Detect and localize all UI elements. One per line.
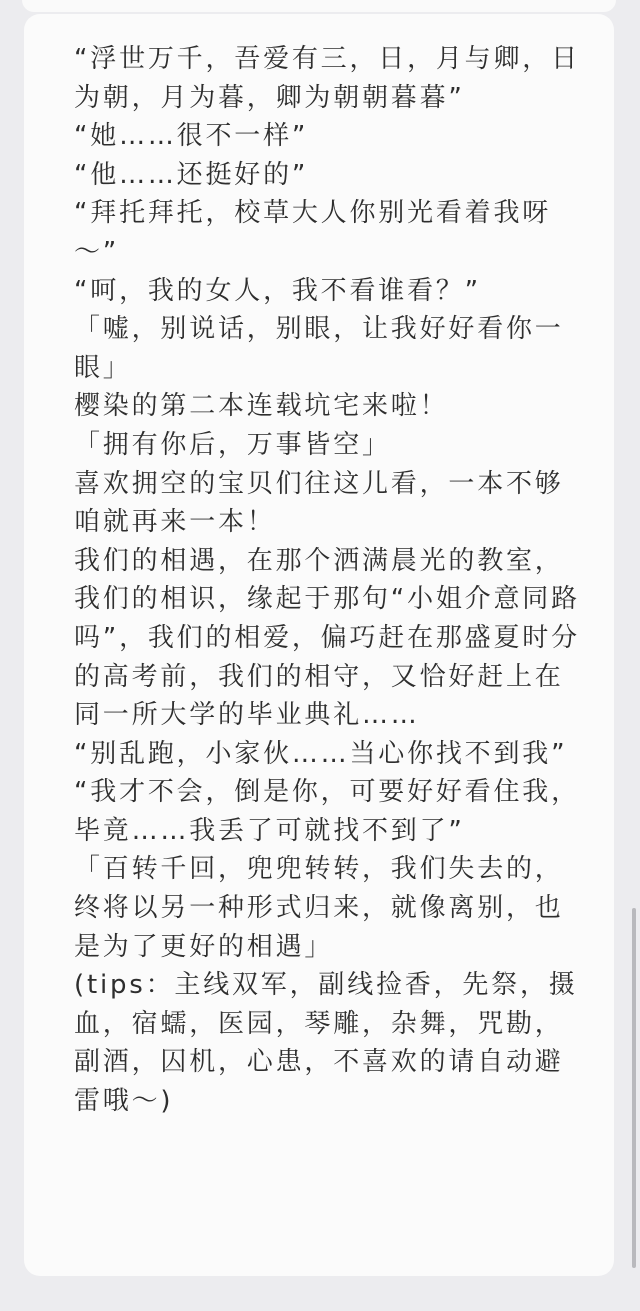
content-card bbox=[24, 14, 614, 1276]
paragraph: 「百转千回，兜兜转转，我们失去的，终将以另一种形式归来，就像离别，也是为了更好的相遇」 bbox=[74, 854, 564, 962]
scrollbar[interactable] bbox=[632, 908, 636, 1268]
paragraph: “他……还挺好的” bbox=[74, 159, 309, 190]
paragraph: (tips：主线双军，副线捡香，先祭，摄血，宿蠕，医园，琴雕，杂舞，咒勘，副酒，囚机，心患，不喜欢的请自动避雷哦～) bbox=[74, 970, 578, 1117]
paragraph: 樱染的第二本连载坑宅来啦！ bbox=[74, 391, 449, 422]
paragraph: 「嘘，别说话，别眼，让我好好看你一眼」 bbox=[74, 314, 564, 383]
paragraph: “呵，我的女人，我不看谁看？” bbox=[74, 275, 481, 306]
paragraph: “她……很不一样” bbox=[74, 121, 309, 152]
paragraph: “拜托拜托，校草大人你别光看着我呀～” bbox=[74, 198, 552, 267]
paragraph: “浮世万千，吾爱有三，日，月与卿，日为朝，月为暮，卿为朝朝暮暮” bbox=[74, 44, 580, 113]
previous-card-edge bbox=[22, 0, 616, 12]
paragraph: “别乱跑，小家伙……当心你找不到我” bbox=[74, 738, 568, 769]
text-content bbox=[74, 40, 584, 1121]
paragraph: 我们的相遇，在那个洒满晨光的教室，我们的相识，缘起于那句“小姐介意同路吗”，我们的相爱，偏巧赶在那盛夏时分的高考前，我们的相守，又恰好赶上在同一所大学的毕业典礼…… bbox=[74, 545, 580, 731]
paragraph: 喜欢拥空的宝贝们往这儿看，一本不够咱就再来一本！ bbox=[74, 468, 564, 538]
paragraph: 「拥有你后，万事皆空」 bbox=[74, 429, 391, 460]
paragraph: “我才不会，倒是你，可要好好看住我，毕竟……我丢了可就找不到了” bbox=[74, 777, 580, 846]
